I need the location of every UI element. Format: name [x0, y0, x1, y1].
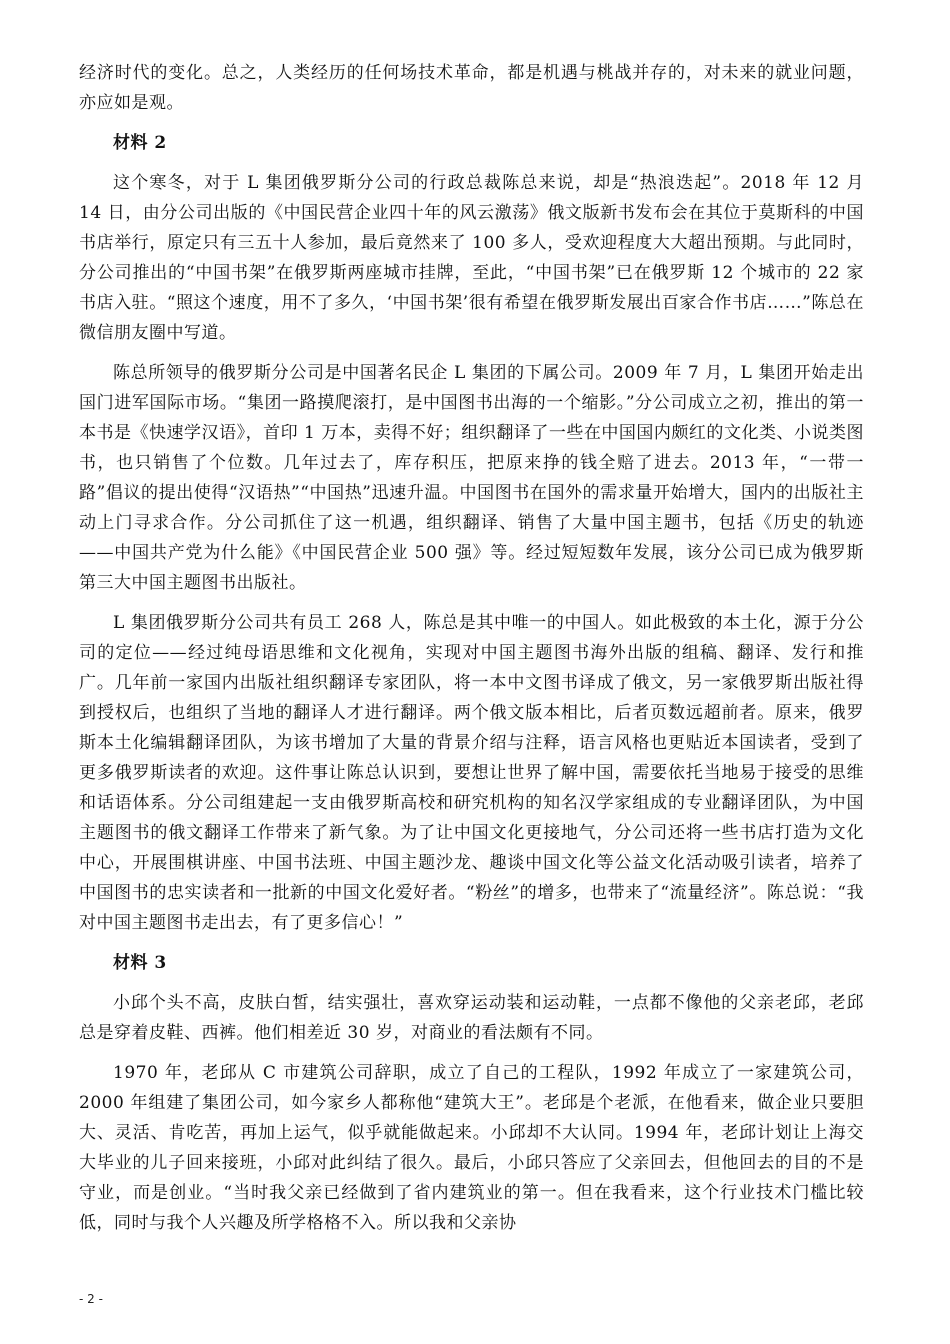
page-number: - 2 -	[79, 1292, 103, 1306]
document-body	[79, 58, 864, 1238]
material-3-paragraph-2: 1970 年，老邱从 C 市建筑公司辞职，成立了自己的工程队，1992 年成立了一家建筑公司，2000 年组建了集团公司，如今家乡人都称他“建筑大王”。老邱是个老派，在他看来，做企业只要胆大、灵活、肯吃苦，再加上运气，似乎就能做起来。小邱却不大认同。1994 年，老邱计划让上海交大毕业的儿子回来接班，小邱对此纠结了很久。最后，小邱只答应了父亲回去，但他回去的目的不是守业，而是创业。“当时我父亲已经做到了省内建筑业的第一。但在我看来，这个行业技术门槛比较低，同时与我个人兴趣及所学格格不入。所以我和父亲协	[79, 1063, 864, 1233]
material-2-paragraph-3: L 集团俄罗斯分公司共有员工 268 人，陈总是其中唯一的中国人。如此极致的本土化，源于分公司的定位——经过纯母语思维和文化视角，实现对中国主题图书海外出版的组稿、翻译、发行和推广。几年前一家国内出版社组织翻译专家团队，将一本中文图书译成了俄文，另一家俄罗斯出版社得到授权后，也组织了当地的翻译人才进行翻译。两个俄文版本相比，后者页数远超前者。原来，俄罗斯本土化编辑翻译团队，为该书增加了大量的背景介绍与注释，语言风格也更贴近本国读者，受到了更多俄罗斯读者的欢迎。这件事让陈总认识到，要想让世界了解中国，需要依托当地易于接受的思维和话语体系。分公司组建起一支由俄罗斯高校和研究机构的知名汉学家组成的专业翻译团队，为中国主题图书的俄文翻译工作带来了新气象。为了让中国文化更接地气，分公司还将一些书店打造为文化中心，开展围棋讲座、中国书法班、中国主题沙龙、趣谈中国文化等公益文化活动吸引读者，培养了中国图书的忠实读者和一批新的中国文化爱好者。“粉丝”的增多，也带来了“流量经济”。陈总说：“我对中国主题图书走出去，有了更多信心！”	[79, 613, 864, 933]
material-3-heading: 材料 3	[113, 953, 167, 973]
material-3-paragraph-1: 小邱个头不高，皮肤白皙，结实强壮，喜欢穿运动装和运动鞋，一点都不像他的父亲老邱，老邱总是穿着皮鞋、西裤。他们相差近 30 岁，对商业的看法颇有不同。	[79, 993, 864, 1043]
material-2-heading: 材料 2	[113, 133, 167, 153]
opening-paragraph: 经济时代的变化。总之，人类经历的任何场技术革命，都是机遇与桃战并存的，对未来的就业问题，亦应如是观。	[79, 63, 864, 113]
material-2-paragraph-2: 陈总所领导的俄罗斯分公司是中国著名民企 L 集团的下属公司。2009 年 7 月，L 集团开始走出国门进军国际市场。“集团一路摸爬滚打，是中国图书出海的一个缩影。”分公司成立之初，推出的第一本书是《快速学汉语》，首印 1 万本，卖得不好；组织翻译了一些在中国国内颇红的文化类、小说类图书，也只销售了个位数。几年过去了，库存积压，把原来挣的钱全赔了进去。2013 年，“一带一路”倡议的提出使得“汉语热”“中国热”迅速升温。中国图书在国外的需求量开始增大，国内的出版社主动上门寻求合作。分公司抓住了这一机遇，组织翻译、销售了大量中国主题书，包括《历史的轨迹——中国共产党为什么能》《中国民营企业 500 强》等。经过短短数年发展，该分公司已成为俄罗斯第三大中国主题图书出版社。	[79, 363, 864, 593]
material-2-paragraph-1: 这个寒冬，对于 L 集团俄罗斯分公司的行政总裁陈总来说，却是“热浪迭起”。2018 年 12 月 14 日，由分公司出版的《中国民营企业四十年的风云激荡》俄文版新书发布会在其位于莫斯科的中国书店举行，原定只有三五十人参加，最后竟然来了 100 多人，受欢迎程度大大超出预期。与此同时，分公司推出的“中国书架”在俄罗斯两座城市挂牌，至此，“中国书架”已在俄罗斯 12 个城市的 22 家书店入驻。“照这个速度，用不了多久，‘中国书架’很有希望在俄罗斯发展出百家合作书店……”陈总在微信朋友圈中写道。	[79, 173, 864, 343]
